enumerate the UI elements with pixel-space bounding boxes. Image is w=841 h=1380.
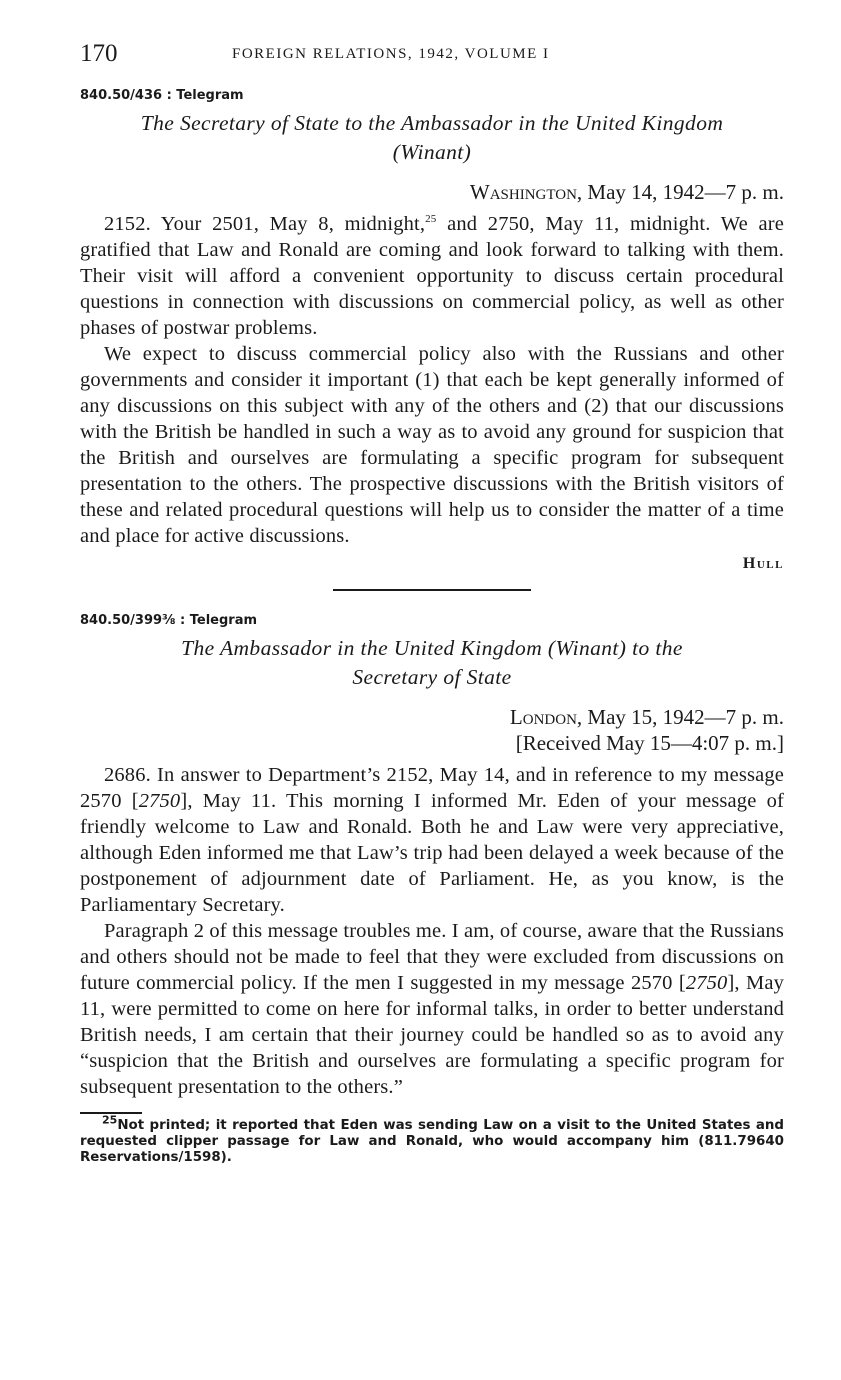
running-head: FOREIGN RELATIONS, 1942, VOLUME I xyxy=(232,46,550,62)
telegram-1 xyxy=(80,88,784,573)
paragraph-italic: 2750 xyxy=(138,790,181,812)
signature: Hull xyxy=(742,555,784,572)
telegram-2-paragraph-2 xyxy=(80,918,784,1100)
footnote-marker[interactable]: 25 xyxy=(425,213,437,226)
paragraph-text: 2152. Your 2501, May 8, midnight, xyxy=(104,213,426,235)
paragraph-text: ], May 11. This morning I informed Mr. Eden of your message of friendly welcome to Law and Ronald. Both he and Law were very appreciative, although Eden informed me that Law’s trip had been delayed a week because of the postponement of adjournment date of Parliament. He, as you know, is the Parliamentary Secretary. xyxy=(80,790,784,916)
telegram-1-title xyxy=(80,109,784,167)
footnote-text: Not printed; it reported that Eden was sending Law on a visit to the United States and requested clipper passage for Law and Ronald, who would accompany him (811.79640 Reservations/1598). xyxy=(80,1118,784,1165)
title-line-1: The Ambassador in the United Kingdom (Winant) to the xyxy=(181,636,683,660)
dateline-1 xyxy=(80,179,784,205)
paragraph-italic: 2750 xyxy=(685,972,728,994)
footnote xyxy=(80,1113,784,1166)
document-page xyxy=(80,36,784,1166)
dateline-date: , May 14, 1942—7 p. m. xyxy=(576,180,784,204)
page-header xyxy=(80,36,784,76)
section-divider xyxy=(333,589,531,591)
paragraph-text: ], May 11, were permitted to come on here for informal talks, in order to better understand British needs, I am certain that their journey could be handled so as to avoid any “suspicion that the British and ourselves are formulating a specific program for subsequent presentation to the others.” xyxy=(80,972,785,1098)
file-reference-1: 840.50/436 : Telegram xyxy=(80,88,244,103)
title-line-1: The Secretary of State to the Ambassador in the United Kingdom xyxy=(140,111,724,135)
file-reference-2: 840.50/399⅜ : Telegram xyxy=(80,613,258,628)
footnote-number: 25 xyxy=(102,1113,118,1127)
telegram-2-paragraph-1 xyxy=(80,762,784,918)
dateline-place: Washington xyxy=(469,180,577,204)
dateline-2 xyxy=(80,704,784,730)
paragraph-text: and 2750, May 11, midnight. We are gratified that Law and Ronald are coming and look forward to talking with them. Their visit will afford a convenient opportunity to discuss certain procedural questions in connection with discussions on commercial policy, as well as other phases of postwar problems. xyxy=(80,213,784,339)
telegram-2-title xyxy=(80,634,784,692)
telegram-1-paragraph-2: We expect to discuss commercial policy also with the Russians and other governments and consider it important (1) that each be kept generally informed of any discussions on this subject with any of the others and (2) that our discussions with the British be handled in such a way as to avoid any ground for suspicion that the British and ourselves are formulating a specific program for subsequent presentation to the others. The prospective discussions with the British visitors of these and related procedural questions will help us to consider the matter of a time and place for active discussions. xyxy=(80,343,784,547)
paragraph-text: 2686. In answer to Department’s 2152, May 14, and in reference to my message 2570 [ xyxy=(80,764,784,812)
dateline-place: London xyxy=(509,705,577,729)
paragraph-text: Paragraph 2 of this message troubles me. I am, of course, aware that the Russians and others should not be made to feel that they were excluded from discussions on future commercial policy. If the men I suggested in my message 2570 [ xyxy=(80,920,784,994)
title-line-2: (Winant) xyxy=(392,140,472,164)
telegram-2 xyxy=(80,613,784,1100)
title-line-2: Secretary of State xyxy=(352,665,512,689)
telegram-1-paragraph-1 xyxy=(80,211,784,341)
page-number: 170 xyxy=(80,40,118,67)
received-line: [Received May 15—4:07 p. m.] xyxy=(515,731,784,755)
dateline-date: , May 15, 1942—7 p. m. xyxy=(576,705,784,729)
